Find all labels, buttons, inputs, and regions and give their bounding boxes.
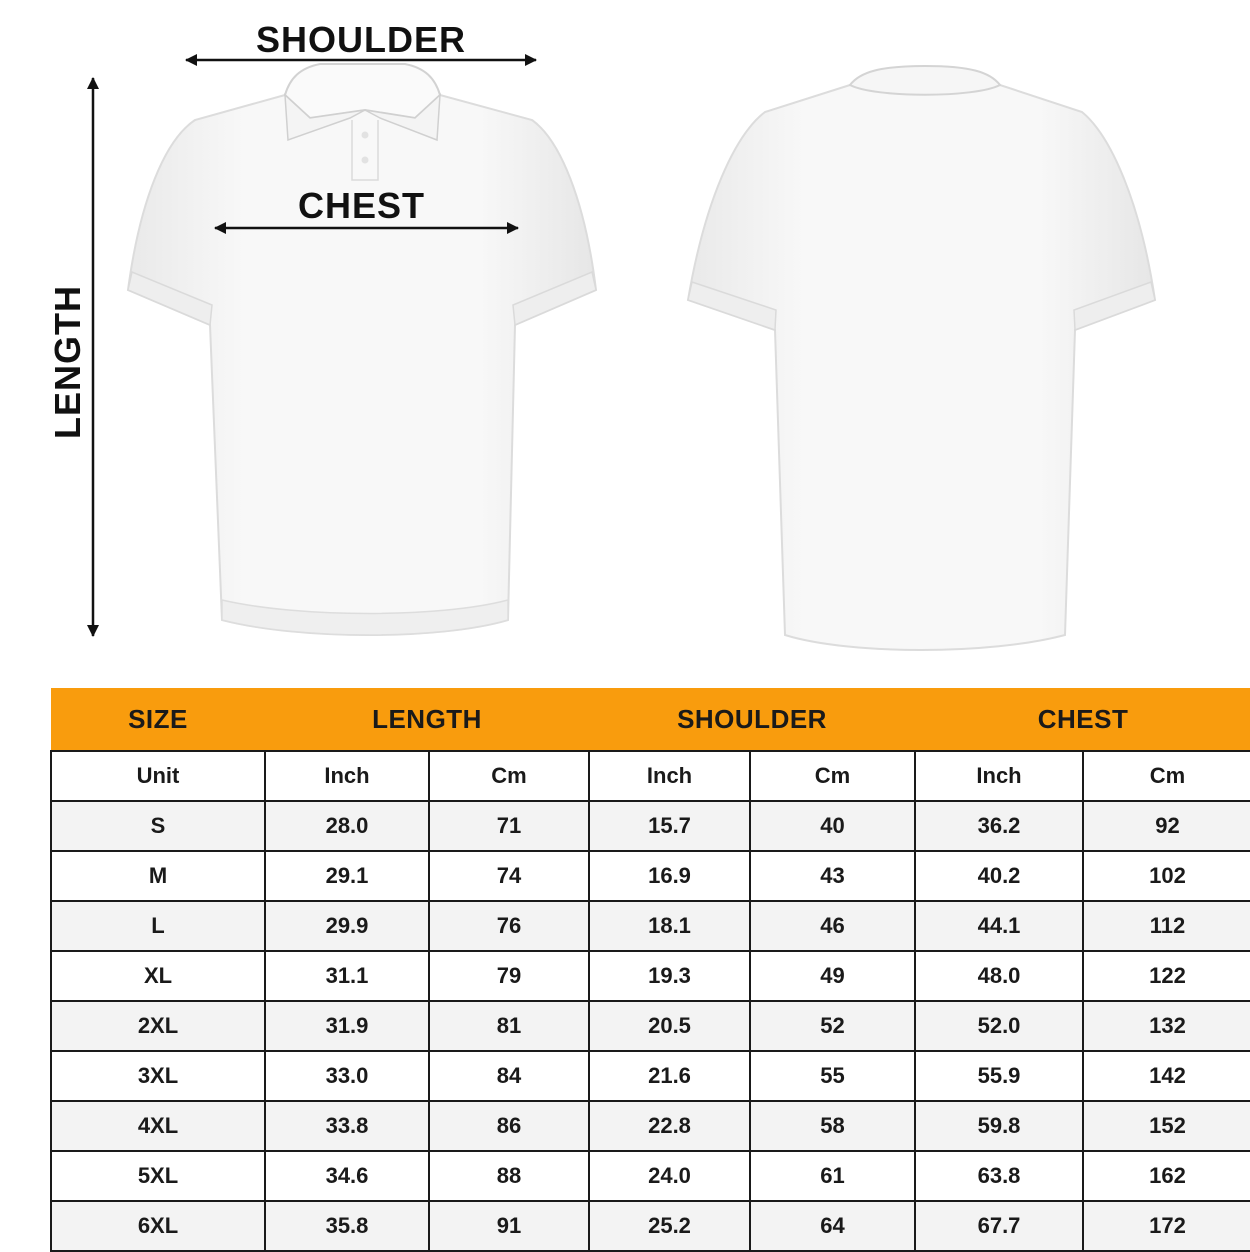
chest-label: CHEST: [298, 185, 426, 226]
table-row: [51, 1051, 1250, 1101]
front-shirt: [128, 64, 596, 635]
table-row: [51, 851, 1250, 901]
measurement-cell: 91: [429, 1201, 589, 1251]
measurement-cell: 43: [750, 851, 915, 901]
table-row: [51, 801, 1250, 851]
measurement-cell: 122: [1083, 951, 1250, 1001]
measurement-cell: 22.8: [589, 1101, 750, 1151]
unit-cell: Cm: [429, 751, 589, 801]
measurement-cell: 15.7: [589, 801, 750, 851]
measurement-cell: 31.9: [265, 1001, 429, 1051]
measurement-cell: 18.1: [589, 901, 750, 951]
measurement-cell: 29.9: [265, 901, 429, 951]
measurement-cell: 152: [1083, 1101, 1250, 1151]
size-cell: 3XL: [51, 1051, 265, 1101]
table-row: [51, 1201, 1250, 1251]
measurement-cell: 20.5: [589, 1001, 750, 1051]
measurement-cell: 49: [750, 951, 915, 1001]
length-label: LENGTH: [47, 285, 88, 439]
size-cell: 2XL: [51, 1001, 265, 1051]
measurement-cell: 24.0: [589, 1151, 750, 1201]
measurement-cell: 28.0: [265, 801, 429, 851]
measurement-cell: 36.2: [915, 801, 1083, 851]
measurement-cell: 76: [429, 901, 589, 951]
header-chest: CHEST: [915, 688, 1250, 751]
size-cell: M: [51, 851, 265, 901]
table-row: [51, 1001, 1250, 1051]
measurement-cell: 34.6: [265, 1151, 429, 1201]
measurement-cell: 162: [1083, 1151, 1250, 1201]
table-row: [51, 1151, 1250, 1201]
unit-cell: Inch: [915, 751, 1083, 801]
size-cell: 4XL: [51, 1101, 265, 1151]
table-row: [51, 1101, 1250, 1151]
table-row: [51, 951, 1250, 1001]
measurement-cell: 74: [429, 851, 589, 901]
measurement-cell: 132: [1083, 1001, 1250, 1051]
unit-label: Unit: [51, 751, 265, 801]
measurement-cell: 58: [750, 1101, 915, 1151]
measurement-cell: 112: [1083, 901, 1250, 951]
measurement-cell: 52: [750, 1001, 915, 1051]
measurement-cell: 102: [1083, 851, 1250, 901]
size-cell: S: [51, 801, 265, 851]
measurement-cell: 31.1: [265, 951, 429, 1001]
measurement-cell: 40.2: [915, 851, 1083, 901]
measurement-cell: 46: [750, 901, 915, 951]
measurement-cell: 142: [1083, 1051, 1250, 1101]
measurement-cell: 84: [429, 1051, 589, 1101]
unit-cell: Cm: [1083, 751, 1250, 801]
measurement-cell: 79: [429, 951, 589, 1001]
group-header-row: [51, 688, 1250, 751]
measurement-cell: 61: [750, 1151, 915, 1201]
measurement-cell: 59.8: [915, 1101, 1083, 1151]
back-shirt: [688, 66, 1155, 650]
size-chart-table: [50, 688, 1250, 1252]
measurement-cell: 21.6: [589, 1051, 750, 1101]
measurement-cell: 29.1: [265, 851, 429, 901]
measurement-cell: 71: [429, 801, 589, 851]
measurement-cell: 33.8: [265, 1101, 429, 1151]
size-rows: [51, 801, 1250, 1251]
header-shoulder: SHOULDER: [589, 688, 915, 751]
unit-row: [51, 751, 1250, 801]
unit-cell: Inch: [265, 751, 429, 801]
shoulder-label: SHOULDER: [256, 19, 467, 60]
measurement-cell: 25.2: [589, 1201, 750, 1251]
unit-cell: Inch: [589, 751, 750, 801]
measurement-cell: 48.0: [915, 951, 1083, 1001]
size-cell: 5XL: [51, 1151, 265, 1201]
table-row: [51, 901, 1250, 951]
measurement-cell: 67.7: [915, 1201, 1083, 1251]
measurement-cell: 92: [1083, 801, 1250, 851]
header-size: SIZE: [51, 688, 265, 751]
measurement-cell: 19.3: [589, 951, 750, 1001]
measurement-cell: 88: [429, 1151, 589, 1201]
measurement-cell: 172: [1083, 1201, 1250, 1251]
header-length: LENGTH: [265, 688, 589, 751]
measurement-cell: 55.9: [915, 1051, 1083, 1101]
measurement-cell: 55: [750, 1051, 915, 1101]
unit-cell: Cm: [750, 751, 915, 801]
measurement-cell: 64: [750, 1201, 915, 1251]
size-cell: L: [51, 901, 265, 951]
measurement-cell: 63.8: [915, 1151, 1083, 1201]
measurement-cell: 35.8: [265, 1201, 429, 1251]
measurement-cell: 52.0: [915, 1001, 1083, 1051]
measurement-cell: 16.9: [589, 851, 750, 901]
measurement-cell: 33.0: [265, 1051, 429, 1101]
size-cell: XL: [51, 951, 265, 1001]
measurement-cell: 86: [429, 1101, 589, 1151]
measurement-cell: 44.1: [915, 901, 1083, 951]
measurement-cell: 40: [750, 801, 915, 851]
size-cell: 6XL: [51, 1201, 265, 1251]
measurement-cell: 81: [429, 1001, 589, 1051]
